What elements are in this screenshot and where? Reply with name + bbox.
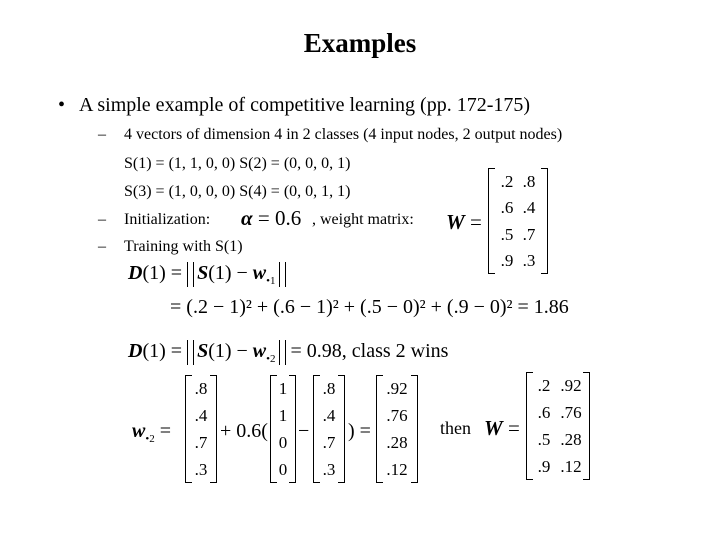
w2-old-vector xyxy=(185,375,217,483)
weight-label: , weight matrix: xyxy=(312,211,414,228)
w2-new-values-cell: .76 xyxy=(386,406,408,425)
weight-matrix-new-col1-cell: .5 xyxy=(537,430,551,449)
s-vectors-row1: S(1) = (1, 1, 0, 0) S(2) = (0, 0, 0, 1) xyxy=(124,155,351,172)
weight-matrix-new xyxy=(526,372,590,480)
then-label: then xyxy=(440,418,471,438)
weight-matrix-col2-cell: .7 xyxy=(522,224,536,244)
s1-values-cell: 0 xyxy=(278,460,288,479)
w2-old-vector-2 xyxy=(313,375,345,483)
w2-old-values-2-cell: .7 xyxy=(322,433,336,452)
w2-old-values-cell: .4 xyxy=(194,406,208,425)
sub-bullet-init: – Initialization: xyxy=(98,211,211,228)
W-new-symbol: W = xyxy=(484,416,520,440)
weight-matrix-new-col2-cell: .92 xyxy=(560,376,582,395)
weight-matrix-new-col1-cell: .6 xyxy=(537,403,551,422)
main-bullet-text: A simple example of competitive learning (pp. 172-175) xyxy=(79,94,531,116)
coefficient: + 0.6( xyxy=(220,420,268,442)
sub-bullet-training: – Training with S(1) xyxy=(98,238,243,255)
d2-result: = 0.98, class 2 wins xyxy=(290,340,449,362)
alpha-value: = 0.6 xyxy=(257,206,302,230)
weight-matrix-new-col2-cell: .12 xyxy=(560,457,582,476)
alpha-symbol: α xyxy=(241,206,253,230)
weight-matrix-new-col1-cell: .2 xyxy=(537,376,551,395)
weight-matrix-new-col1 xyxy=(534,372,554,480)
s1-values xyxy=(273,375,293,483)
close-eq: ) = xyxy=(348,420,371,442)
w2-new-values-cell: .28 xyxy=(386,433,408,452)
weight-matrix-new-col2-cell: .76 xyxy=(560,403,582,422)
d2-line: $D(1) = S(1) - w_{•2} = 0.98$, class 2 wins xyxy=(128,340,449,365)
w2-old-values-cell: .8 xyxy=(194,379,208,398)
weight-matrix-new-col2-cell: .28 xyxy=(560,430,582,449)
w2-new-values-cell: .92 xyxy=(386,379,408,398)
weight-matrix-col1 xyxy=(497,168,517,274)
w2-label: $w_{•2}$ = xyxy=(132,420,171,445)
w2-old-values-2-cell: .3 xyxy=(322,460,336,479)
weight-matrix-new-col2 xyxy=(556,372,586,480)
d1-line2: = (.2 − 1)² + (.6 − 1)² + (.5 − 0)² + (.9 − 0)² = 1.86 xyxy=(170,296,569,318)
sub-bullet-vectors: – 4 vectors of dimension 4 in 2 classes (4 input nodes, 2 output nodes) xyxy=(98,126,563,143)
w2-old-values-2 xyxy=(318,375,340,483)
weight-matrix-col1-cell: .5 xyxy=(500,224,514,244)
W-symbol: W = xyxy=(446,210,482,234)
alpha-equation xyxy=(241,206,301,231)
weight-matrix-col1-cell: .6 xyxy=(500,198,514,218)
weight-matrix-new-col1-cell: .9 xyxy=(537,457,551,476)
w2-old-values-cell: .3 xyxy=(194,460,208,479)
weight-matrix-col1-cell: .9 xyxy=(500,251,514,271)
s1-values-cell: 0 xyxy=(278,433,288,452)
w2-new-vector xyxy=(376,375,418,483)
weight-matrix-col2 xyxy=(519,168,539,274)
w2-new-values xyxy=(382,375,412,483)
w2-old-values xyxy=(190,375,212,483)
w2-old-values-2-cell: .8 xyxy=(322,379,336,398)
weight-matrix-col2-cell: .8 xyxy=(522,171,536,191)
s1-values-cell: 1 xyxy=(278,379,288,398)
weight-matrix-col2-cell: .4 xyxy=(522,198,536,218)
training-label: Training with S(1) xyxy=(124,238,243,255)
w2-old-values-2-cell: .4 xyxy=(322,406,336,425)
s-vectors-row2: S(3) = (1, 0, 0, 0) S(4) = (0, 0, 1, 1) xyxy=(124,183,351,200)
weight-matrix xyxy=(488,168,548,274)
s1-vector xyxy=(270,375,296,483)
sub-bullet-vectors-text: 4 vectors of dimension 4 in 2 classes (4 input nodes, 2 output nodes) xyxy=(124,126,563,143)
slide-title: Examples xyxy=(303,28,417,58)
weight-matrix-col1-cell: .2 xyxy=(500,171,514,191)
s1-values-cell: 1 xyxy=(278,406,288,425)
weight-matrix-col2-cell: .3 xyxy=(522,251,536,271)
minus-sign: − xyxy=(298,420,310,442)
bullet-dot: • xyxy=(58,94,66,116)
d1-line1: $D(1) = S(1) - w_{•1}$ xyxy=(128,262,286,287)
w2-old-values-cell: .7 xyxy=(194,433,208,452)
main-bullet xyxy=(58,94,530,117)
w2-new-values-cell: .12 xyxy=(386,460,408,479)
init-label: Initialization: xyxy=(124,211,211,228)
